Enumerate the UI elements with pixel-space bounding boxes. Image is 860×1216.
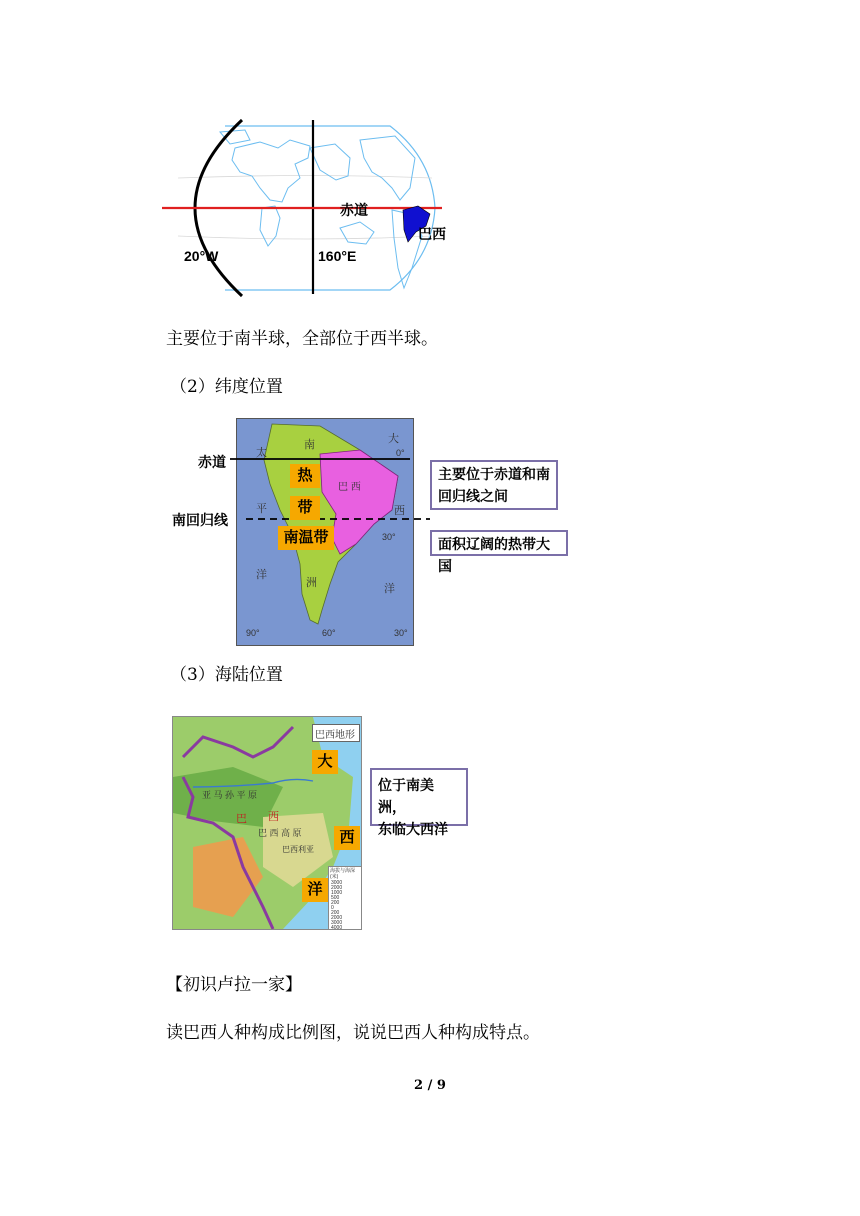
lat-mark-30: 30° <box>382 532 396 542</box>
ocean-word-yang-right: 洋 <box>384 583 395 595</box>
lon-mark-30: 30° <box>394 628 408 638</box>
ocean-word-yang-left: 洋 <box>256 569 267 581</box>
legend-value: 2000 <box>331 915 343 921</box>
race-question: 读巴西人种构成比例图，说说巴西人种构成特点。 <box>166 1023 540 1043</box>
terrain-map-figure <box>172 716 472 930</box>
callout-sea-land <box>370 768 468 837</box>
latitude-map-figure <box>160 414 580 646</box>
legend-value: 3000 <box>331 920 343 926</box>
hemisphere-text: 主要位于南半球，全部位于西半球。 <box>166 329 438 349</box>
continent-word-zhou: 洲 <box>306 577 317 589</box>
legend-value: 4000 <box>331 925 343 931</box>
legend-value: 500 <box>331 895 340 901</box>
legend-value: 200 <box>331 910 340 916</box>
legend-value: 2000 <box>331 885 343 891</box>
label-xi: 西 <box>268 811 279 823</box>
callout-line-2: 回归线之间 <box>438 488 508 504</box>
terrain-map-title: 巴西地形 <box>315 730 355 741</box>
legend-title: 海拔与海深(米) <box>330 868 356 880</box>
tag-tropical-1: 热 <box>290 464 320 488</box>
section-title: 【初识卢拉一家】 <box>166 975 302 995</box>
tag-tropical-2: 带 <box>290 496 320 520</box>
label-highland: 巴 西 高 原 <box>258 828 302 838</box>
tag-xi: 西 <box>334 826 360 850</box>
legend-box <box>328 866 362 930</box>
label-amazon-plain: 亚 马 孙 平 原 <box>202 790 258 800</box>
equator-label: 赤道 <box>340 202 368 218</box>
continent-word-nan: 南 <box>304 439 315 451</box>
brazil-word: 巴 西 <box>338 482 361 493</box>
heading-sea-land: （3）海陆位置 <box>170 665 283 685</box>
label-capital: 巴西利亚 <box>282 845 314 854</box>
callout-line-1: 主要位于赤道和南 <box>438 466 550 482</box>
legend-value: 0 <box>331 905 334 911</box>
legend-value: 200 <box>331 900 340 906</box>
legend-value: 3000 <box>331 880 343 886</box>
ocean-word-da: 大 <box>388 433 399 445</box>
east-longitude-label: 160°E <box>318 248 357 264</box>
page-number: 2 / 9 <box>414 1078 446 1093</box>
callout-sea-line-2: 东临大西洋 <box>378 821 448 837</box>
tag-yang: 洋 <box>302 878 328 902</box>
world-map-figure <box>160 118 460 298</box>
west-longitude-label: 20°W <box>184 248 219 264</box>
heading-latitude: （2）纬度位置 <box>170 377 283 397</box>
lat-mark-0: 0° <box>396 448 405 458</box>
callout-tropical-country: 面积辽阔的热带大国 <box>430 530 568 556</box>
equator-side-label: 赤道 <box>198 454 226 470</box>
lon-mark-60: 60° <box>322 628 336 638</box>
ocean-word-tai: 太 <box>256 447 267 459</box>
tropic-side-label: 南回归线 <box>172 512 228 528</box>
label-ba: 巴 <box>236 813 247 825</box>
brazil-label: 巴西 <box>418 226 446 242</box>
lon-mark-90: 90° <box>246 628 260 638</box>
legend-value: 1000 <box>331 890 343 896</box>
callout-between-lines <box>430 460 558 510</box>
ocean-word-ping: 平 <box>256 503 267 515</box>
ocean-word-xi: 西 <box>394 505 405 517</box>
callout-sea-line-1: 位于南美洲， <box>378 777 434 815</box>
tag-temperate: 南温带 <box>278 526 334 550</box>
tag-da: 大 <box>312 750 338 774</box>
